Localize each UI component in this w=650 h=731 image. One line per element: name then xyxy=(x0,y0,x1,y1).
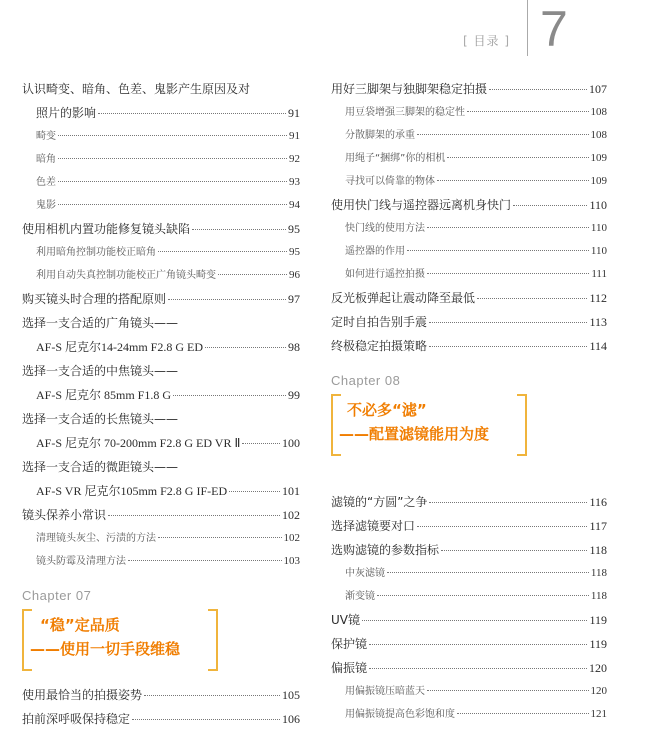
toc-entry[interactable] xyxy=(22,383,300,407)
toc-entry-page: 98 xyxy=(288,340,300,354)
dot-leader xyxy=(58,204,287,205)
toc-entry-page: 93 xyxy=(289,176,300,188)
toc-entry[interactable] xyxy=(331,608,607,632)
toc-entry-page: 119 xyxy=(589,637,607,651)
dot-leader xyxy=(168,299,286,300)
dot-leader xyxy=(489,89,587,90)
toc-entry-page: 97 xyxy=(288,292,300,306)
dot-leader xyxy=(407,250,589,251)
header-bracket-close: ] xyxy=(504,34,511,48)
dot-leader xyxy=(242,443,280,444)
toc-heading: 选择一支合适的中焦镜头—— xyxy=(22,364,179,378)
toc-heading: 选择一支合适的长焦镜头—— xyxy=(22,412,179,426)
toc-entry-page: 117 xyxy=(589,519,607,533)
toc-entry-page: 102 xyxy=(283,532,300,544)
toc-entry[interactable] xyxy=(22,217,300,241)
toc-entry-page: 99 xyxy=(288,388,300,402)
chapter-08-title-line2: ——配置滤镜能用为度 xyxy=(339,425,490,443)
toc-entry-title: 渐变镜 xyxy=(345,591,375,602)
toc-entry-page: 109 xyxy=(590,175,607,187)
dot-leader xyxy=(477,298,587,299)
dot-leader xyxy=(427,227,589,228)
toc-right-entries xyxy=(331,77,607,358)
chapter-08-title-box xyxy=(331,394,527,456)
toc-entry-page: 91 xyxy=(288,106,300,120)
chapter-07-label: Chapter 07 xyxy=(22,588,92,603)
dot-leader xyxy=(218,274,287,275)
toc-entry[interactable] xyxy=(22,503,300,527)
toc-entry[interactable] xyxy=(22,479,300,503)
header-bracket-open: [ xyxy=(463,34,469,48)
toc-entry[interactable] xyxy=(331,334,607,358)
header-divider xyxy=(527,0,528,56)
toc-entry-title: 照片的影响 xyxy=(36,106,97,120)
dot-leader xyxy=(377,595,589,596)
toc-entry[interactable] xyxy=(331,77,607,101)
dot-leader xyxy=(158,251,287,252)
toc-subentry[interactable] xyxy=(22,550,300,573)
dot-leader xyxy=(387,572,589,573)
toc-entry-title: UV镜 xyxy=(331,613,360,627)
toc-entry-page: 95 xyxy=(288,222,300,236)
toc-entry-title: 寻找可以倚靠的物体 xyxy=(345,176,435,187)
dot-leader xyxy=(58,181,287,182)
toc-entry-title: 终极稳定拍摄策略 xyxy=(331,339,428,353)
toc-entry[interactable] xyxy=(22,431,300,455)
toc-entry-title: 使用快门线与遥控器远离机身快门 xyxy=(331,198,512,212)
toc-entry-title: 使用相机内置功能修复镜头缺陷 xyxy=(22,222,191,236)
toc-left-column xyxy=(22,77,300,731)
toc-subentry[interactable] xyxy=(331,124,607,147)
toc-subentry[interactable] xyxy=(22,241,300,264)
dot-leader xyxy=(427,273,589,274)
toc-entry-title: 拍前深呼吸保持稳定 xyxy=(22,712,131,726)
toc-subentry[interactable] xyxy=(22,194,300,217)
dot-leader xyxy=(362,620,587,621)
toc-subentry[interactable] xyxy=(331,562,607,585)
toc-entry-page: 105 xyxy=(282,688,300,702)
dot-leader xyxy=(437,180,589,181)
dot-leader xyxy=(108,515,280,516)
toc-entry-page: 95 xyxy=(289,246,300,258)
toc-entry-page: 109 xyxy=(590,152,607,164)
dot-leader xyxy=(192,229,286,230)
toc-entry-page: 118 xyxy=(590,567,607,579)
toc-entry-title: 快门线的使用方法 xyxy=(345,223,425,234)
toc-entry-page: 119 xyxy=(589,613,607,627)
toc-entry-title: 暗角 xyxy=(36,154,56,165)
toc-entry-page: 107 xyxy=(589,82,607,96)
toc-entry[interactable] xyxy=(331,514,607,538)
toc-entry-page: 118 xyxy=(590,590,607,602)
toc-entry-page: 111 xyxy=(591,268,607,280)
toc-subentry[interactable] xyxy=(22,527,300,550)
toc-entry-page: 110 xyxy=(590,222,607,234)
toc-entry-title: 利用自动失真控制功能校正广角镜头畸变 xyxy=(36,270,216,281)
toc-entry-page: 120 xyxy=(589,661,607,675)
toc-subentry[interactable] xyxy=(22,125,300,148)
chapter-07-title-box xyxy=(22,609,218,671)
toc-entry-title: 使用最恰当的拍摄姿势 xyxy=(22,688,143,702)
toc-entry-title: AF-S 尼克尔 70-200mm F2.8 G ED VR Ⅱ xyxy=(36,436,241,450)
dot-leader xyxy=(429,322,587,323)
dot-leader xyxy=(369,668,587,669)
toc-subentry[interactable] xyxy=(331,680,607,703)
toc-entry-title: 定时自拍告别手震 xyxy=(331,315,428,329)
toc-left-entries xyxy=(22,77,300,573)
dot-leader xyxy=(427,690,589,691)
toc-subentry[interactable] xyxy=(331,263,607,286)
toc-entry-title: 用偏振镜提高色彩饱和度 xyxy=(345,709,455,720)
toc-subentry[interactable] xyxy=(22,264,300,287)
toc-entry-page: 112 xyxy=(589,291,607,305)
page-number: 7 xyxy=(540,1,568,57)
toc-entry-title: 分散脚架的承重 xyxy=(345,130,415,141)
chapter-07-title-line1: “稳”定品质 xyxy=(40,616,120,634)
dot-leader xyxy=(417,526,587,527)
toc-entry[interactable] xyxy=(331,286,607,310)
toc-entry-title: 保护镜 xyxy=(331,637,368,651)
toc-entry-title: AF-S VR 尼克尔105mm F2.8 G IF-ED xyxy=(36,484,228,498)
dot-leader xyxy=(158,537,282,538)
toc-entry[interactable] xyxy=(331,632,607,656)
toc-entry[interactable] xyxy=(22,683,300,707)
toc-entry-title: 中灰滤镜 xyxy=(345,568,385,579)
toc-entry-page: 94 xyxy=(289,199,300,211)
toc-entry-title: 偏振镜 xyxy=(331,661,368,675)
dot-leader xyxy=(457,713,589,714)
toc-entry[interactable] xyxy=(331,193,607,217)
toc-entry-title: 色差 xyxy=(36,177,56,188)
dot-leader xyxy=(58,158,287,159)
dot-leader xyxy=(429,502,587,503)
toc-entry[interactable] xyxy=(331,656,607,680)
toc-entry-title: 购买镜头时合理的搭配原则 xyxy=(22,292,167,306)
dot-leader xyxy=(128,560,282,561)
dot-leader xyxy=(132,719,280,720)
toc-entry[interactable] xyxy=(22,287,300,311)
chapter-07-title-line2: ——使用一切手段维稳 xyxy=(30,640,181,658)
toc-subentry[interactable] xyxy=(331,147,607,170)
toc-entry-title: 镜头防霉及清理方法 xyxy=(36,556,126,567)
toc-entry-title: 利用暗角控制功能校正暗角 xyxy=(36,247,156,258)
toc-entry-title: 用绳子“捆绑”你的相机 xyxy=(345,153,446,164)
toc-entry-page: 100 xyxy=(282,436,300,450)
toc-entry-page: 118 xyxy=(589,543,607,557)
toc-heading: 认识畸变、暗角、色差、鬼影产生原因及对 xyxy=(22,82,251,96)
toc-entry-page: 103 xyxy=(283,555,300,567)
toc-entry-page: 108 xyxy=(590,129,607,141)
toc-entry-title: AF-S 尼克尔14-24mm F2.8 G ED xyxy=(36,340,204,354)
dot-leader xyxy=(429,346,587,347)
toc-entry-page: 108 xyxy=(590,106,607,118)
toc-subentry[interactable] xyxy=(331,217,607,240)
dot-leader xyxy=(144,695,280,696)
toc-subentry[interactable] xyxy=(331,170,607,193)
toc-entry-title: 选购滤镜的参数指标 xyxy=(331,543,440,557)
dot-leader xyxy=(58,135,287,136)
toc-entry[interactable] xyxy=(331,490,607,514)
toc-entry[interactable] xyxy=(22,707,300,731)
toc-entry-title: 如何进行遥控拍摄 xyxy=(345,269,425,280)
toc-entry-title: 遥控器的作用 xyxy=(345,246,405,257)
toc-entry[interactable] xyxy=(331,538,607,562)
dot-leader xyxy=(98,113,286,114)
toc-entry-title: 选择滤镜要对口 xyxy=(331,519,416,533)
toc-entry-page: 102 xyxy=(282,508,300,522)
toc-entry-title: 畸变 xyxy=(36,131,56,142)
toc-heading: 选择一支合适的微距镜头—— xyxy=(22,460,179,474)
toc-subentry[interactable] xyxy=(331,585,607,608)
toc-subentry[interactable] xyxy=(331,703,607,726)
toc-entry[interactable] xyxy=(22,335,300,359)
toc-entry-page: 91 xyxy=(289,130,300,142)
toc-subentry[interactable] xyxy=(331,240,607,263)
dot-leader xyxy=(205,347,286,348)
toc-entry-page: 110 xyxy=(589,198,607,212)
dot-leader xyxy=(447,157,588,158)
toc-subentry[interactable] xyxy=(22,148,300,171)
toc-header xyxy=(463,32,510,49)
dot-leader xyxy=(441,550,587,551)
toc-entry-page: 114 xyxy=(589,339,607,353)
toc-entry-title: 用好三脚架与独脚架稳定拍摄 xyxy=(331,82,488,96)
chapter-08-title-line1: 不必多“滤” xyxy=(347,401,427,419)
chapter-08-label: Chapter 08 xyxy=(331,373,401,388)
toc-right-after-entries xyxy=(331,490,607,726)
toc-heading: 选择一支合适的广角镜头—— xyxy=(22,316,179,330)
toc-entry-page: 121 xyxy=(590,708,607,720)
toc-entry-page: 116 xyxy=(589,495,607,509)
toc-entry-title: 清理镜头灰尘、污渍的方法 xyxy=(36,533,156,544)
toc-entry-title: AF-S 尼克尔 85mm F1.8 G xyxy=(36,388,172,402)
toc-entry-title: 用豆袋增强三脚架的稳定性 xyxy=(345,107,465,118)
toc-entry-title: 用偏振镜压暗蓝天 xyxy=(345,686,425,697)
dot-leader xyxy=(173,395,286,396)
dot-leader xyxy=(229,491,280,492)
header-label: 目录 xyxy=(473,34,500,48)
toc-entry-title: 滤镜的“方圆”之争 xyxy=(331,495,428,509)
dot-leader xyxy=(467,111,589,112)
toc-subentry[interactable] xyxy=(331,101,607,124)
dot-leader xyxy=(369,644,587,645)
toc-entry-page: 113 xyxy=(589,315,607,329)
toc-entry-title: 镜头保养小常识 xyxy=(22,508,107,522)
toc-entry-page: 106 xyxy=(282,712,300,726)
toc-entry[interactable] xyxy=(22,101,300,125)
chapter-bracket-right xyxy=(517,394,527,456)
chapter-bracket-right xyxy=(208,609,218,671)
toc-right-column xyxy=(331,77,607,726)
toc-left-after-entries xyxy=(22,683,300,731)
toc-subentry[interactable] xyxy=(22,171,300,194)
toc-entry[interactable] xyxy=(331,310,607,334)
toc-entry-page: 120 xyxy=(590,685,607,697)
toc-entry-title: 鬼影 xyxy=(36,200,56,211)
toc-entry-title: 反光板弹起让震动降至最低 xyxy=(331,291,476,305)
toc-entry-page: 110 xyxy=(590,245,607,257)
dot-leader xyxy=(417,134,589,135)
toc-entry-page: 92 xyxy=(289,153,300,165)
toc-entry-page: 101 xyxy=(282,484,300,498)
dot-leader xyxy=(513,205,587,206)
toc-entry-page: 96 xyxy=(289,269,300,281)
